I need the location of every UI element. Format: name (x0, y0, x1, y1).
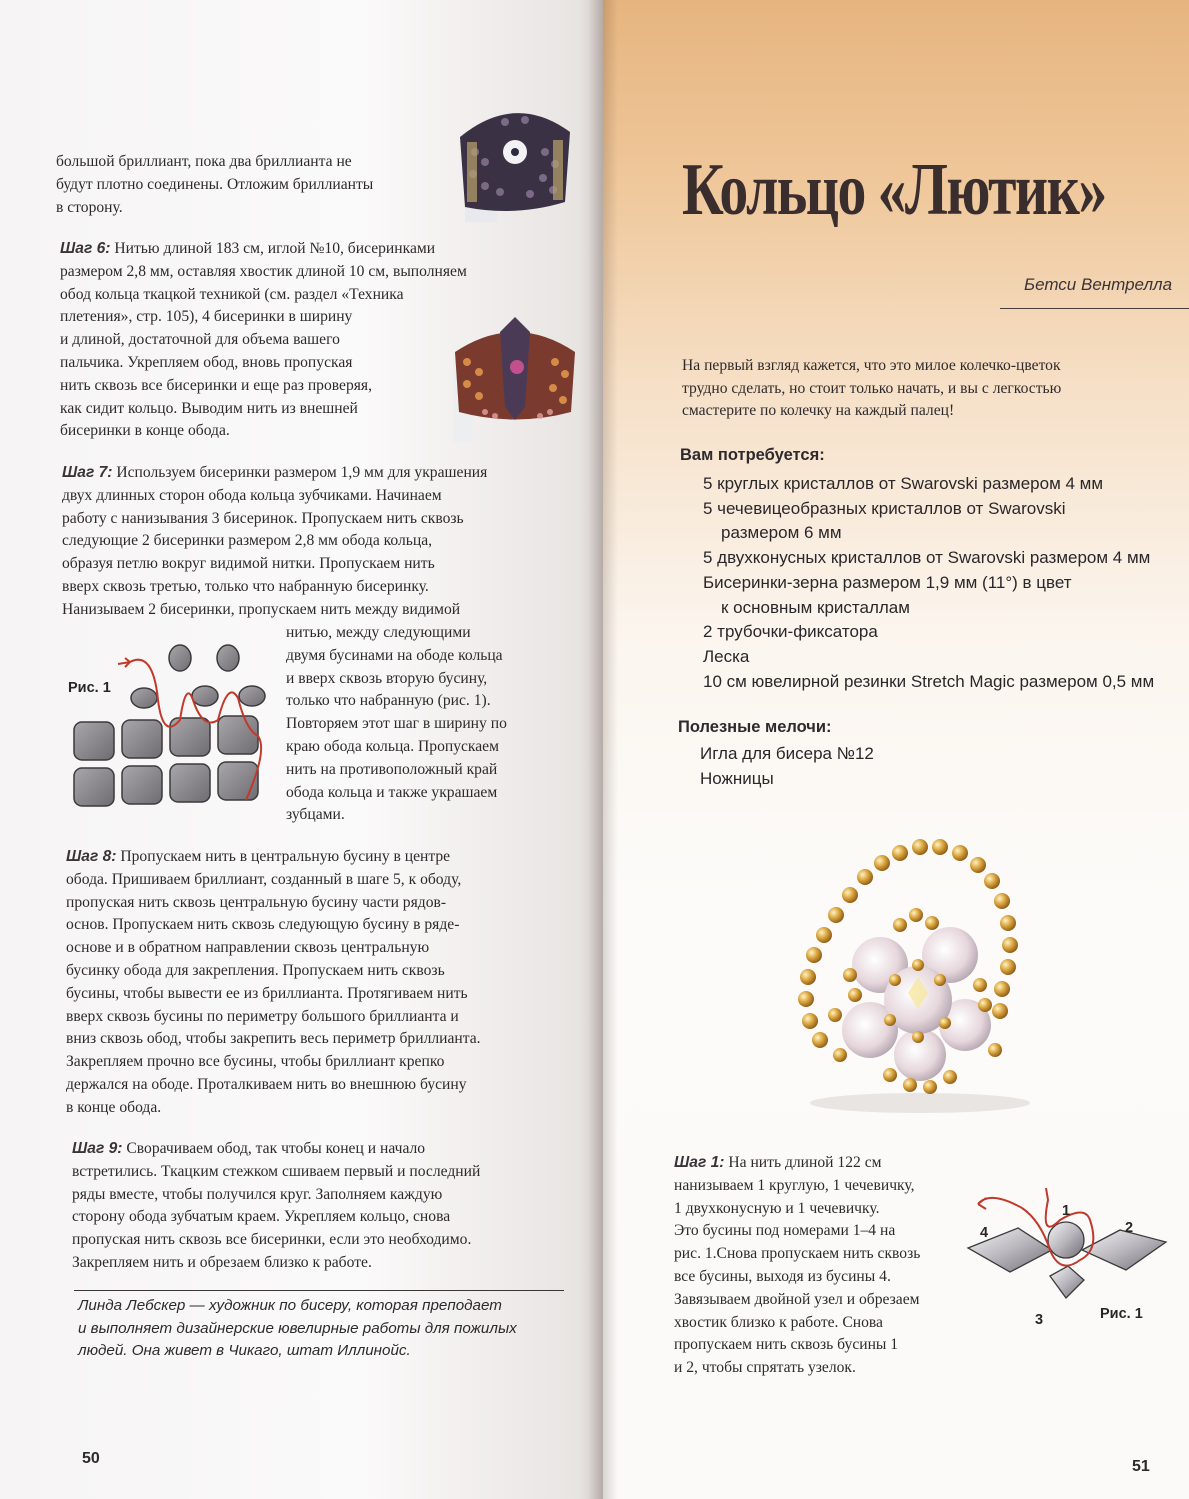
intro-paragraph-right (682, 355, 1132, 423)
text-line: основе и в обратном направлении сквозь центральную (66, 939, 430, 957)
text-line: зубцами. (286, 806, 345, 824)
text-line: вверх сквозь третью, только что набранную бисеринку. (62, 577, 429, 595)
text-line: основ. Пропускаем нить сквозь следующую бусину в ряде- (66, 916, 460, 934)
text-line: Нанизываем 2 бисеринки, пропускаем нить между видимой (62, 600, 461, 618)
list-item: Ножницы (700, 768, 774, 788)
text-line: На первый взгляд кажется, что это милое колечко-цветок (682, 357, 1061, 374)
text-line: Закрепляем прочно все бусины, чтобы бриллиант крепко (66, 1053, 445, 1071)
list-item: 2 трубочки-фиксатора (703, 622, 878, 642)
text-line: встретились. Ткацким стежком сшиваем первый и последний (72, 1162, 481, 1180)
text-line: пропускаем нить сквозь бусины 1 (674, 1336, 899, 1354)
page-title: Кольцо «Лютик» (682, 149, 1106, 231)
text-line: бисеринки в конце обода. (60, 422, 230, 440)
text-line: в сторону. (56, 198, 123, 216)
text-line: пропуская нить сквозь все бисеринки, если это необходимо. (72, 1231, 472, 1249)
text-line: Повторяем этот шаг в ширину по (286, 715, 507, 733)
text-line: нить на противоположный край (286, 760, 498, 778)
text-line (674, 1152, 974, 1175)
bio-divider (74, 1290, 564, 1291)
text-line: большой бриллиант, пока два бриллианта не (56, 153, 352, 170)
text-line: ряды вместе, чтобы получился круг. Заполняем каждую (72, 1185, 443, 1203)
text-line (66, 846, 566, 869)
figure-1-label-left: Рис. 1 (68, 680, 111, 696)
list-item: размером 6 мм (721, 523, 842, 543)
text-line: краю обода кольца. Пропускаем (286, 737, 499, 755)
text-line: людей. Она живет в Чикаго, штат Иллинойс. (78, 1342, 411, 1360)
text-line: сторону обода зубчатым краем. Укрепляем кольцо, снова (72, 1208, 451, 1226)
step-7-paragraph (62, 462, 562, 622)
text-line: образуя петлю вокруг видимой нитки. Пропускаем нить (62, 555, 435, 573)
text-line: размером 2,8 мм, оставляя хвостик длиной 10 см, выполняем (60, 262, 467, 280)
text-line: как сидит кольцо. Выводим нить из внешней (60, 399, 358, 417)
tools-list (700, 742, 1000, 791)
list-item: Леска (703, 646, 750, 666)
text-line: 1 двухконусную и 1 чечевичку. (674, 1199, 880, 1217)
text-line: будут плотно соединены. Отложим бриллианты (56, 175, 374, 193)
list-item: 5 круглых кристаллов от Swarovski размером 4 мм (703, 474, 1104, 493)
list-item: к основным кристаллам (721, 597, 910, 617)
text-line: смастерите по колечку на каждый палец! (682, 402, 955, 419)
figure-1-num-1: 1 (1062, 1203, 1071, 1219)
text-line: пальчика. Укрепляем обод, вновь пропуская (60, 353, 353, 371)
list-item: 10 см ювелирной резинки Stretch Magic размером 0,5 мм (703, 671, 1155, 691)
step-9-paragraph (72, 1138, 572, 1275)
text-line: следующие 2 бисеринки размером 2,8 мм обода кольца, (62, 532, 433, 550)
text-span: На нить длиной 122 см (724, 1154, 882, 1171)
text-line: бусинку обода для закрепления. Пропускаем нить сквозь (66, 961, 445, 979)
text-span: Нитью длиной 183 см, иглой №10, бисеринками (110, 240, 436, 257)
text-line (62, 462, 562, 485)
text-line: обода. Пришиваем бриллиант, созданный в шаге 5, к ободу, (66, 870, 462, 888)
step-6-paragraph (60, 238, 540, 443)
buttercup-ring-photo (780, 825, 1050, 1115)
intro-paragraph (56, 151, 436, 219)
list-item: 5 двухконусных кристаллов от Swarovski размером 4 мм (703, 548, 1151, 568)
step-9-label: Шаг 9: (72, 1140, 123, 1157)
text-line: пропуская нить сквозь центральную бусину части рядов- (66, 893, 447, 911)
text-line: Закрепляем нить и обрезаем близко к работе. (72, 1253, 372, 1271)
text-line: двумя бусинами на ободе кольца (286, 646, 503, 664)
text-line: плетения», стр. 105), 4 бисеринки в ширину (60, 308, 353, 326)
beaded-ring-photo-dark (445, 92, 585, 222)
text-line: обода кольца и также украшаем (286, 783, 498, 801)
text-span: Используем бисеринки размером 1,9 мм для украшения (112, 464, 488, 481)
text-line: работу с нанизывания 3 бисеринок. Пропускаем нить сквозь (62, 509, 464, 527)
text-line: Завязываем двойной узел и обрезаем (674, 1290, 920, 1308)
figure-1-label-right: Рис. 1 (1100, 1306, 1143, 1322)
text-span: Пропускаем нить в центральную бусину в центре (116, 848, 451, 865)
step-1-label: Шаг 1: (674, 1154, 725, 1171)
text-line: Это бусины под номерами 1–4 на (674, 1222, 896, 1240)
text-line: двух длинных сторон обода кольца зубчиками. Начинаем (62, 486, 442, 504)
author-bio (78, 1295, 568, 1363)
materials-list (703, 472, 1183, 694)
text-line (72, 1138, 572, 1161)
text-line: держался на ободе. Проталкиваем нить во внешнюю бусину (66, 1075, 467, 1093)
text-line: Линда Лебскер — художник по бисеру, которая преподает (78, 1297, 502, 1314)
text-line: рис. 1.Снова пропускаем нить сквозь (674, 1245, 921, 1263)
step-1-paragraph (674, 1152, 974, 1380)
text-line: все бусины, выходя из бусины 4. (674, 1267, 891, 1285)
text-line: в конце обода. (66, 1098, 162, 1116)
page-number-right: 51 (1132, 1458, 1150, 1475)
text-line: бусины, чтобы вывести ее из бриллианта. Протягиваем нить (66, 984, 468, 1002)
figure-1-num-3: 3 (1035, 1312, 1044, 1328)
step-8-label: Шаг 8: (66, 848, 117, 865)
bead-weave-diagram (68, 640, 278, 815)
text-line: и длиной, достаточной для объема вашего (60, 331, 340, 349)
text-line (60, 238, 540, 261)
text-line: и 2, чтобы спрятать узелок. (674, 1359, 856, 1377)
step-7-label: Шаг 7: (62, 464, 113, 481)
text-line: нанизываем 1 круглую, 1 чечевичку, (674, 1176, 915, 1194)
text-line: только что набранную (рис. 1). (286, 692, 491, 710)
text-line: вверх сквозь бусины по периметру большого бриллианта и (66, 1007, 459, 1025)
text-line: нить сквозь все бисеринки и еще раз проверяя, (60, 376, 372, 394)
text-line: обод кольца ткацкой техникой (см. раздел «Техника (60, 285, 404, 303)
list-item: 5 чечевицеобразных кристаллов от Swarovski (703, 498, 1066, 518)
book-spine (588, 0, 618, 1499)
author-name: Бетси Вентрелла (1024, 275, 1173, 294)
text-line: нитью, между следующими (286, 624, 471, 641)
list-item: Игла для бисера №12 (700, 744, 874, 763)
figure-1-num-2: 2 (1125, 1220, 1134, 1236)
figure-1-num-4: 4 (980, 1225, 989, 1241)
text-line: трудно сделать, но стоит только начать, и вы с легкостью (682, 379, 1062, 397)
materials-heading: Вам потребуется: (680, 446, 825, 464)
text-line: хвостик близко к работе. Снова (674, 1313, 883, 1331)
text-span: Сворачиваем обод, так чтобы конец и начало (122, 1140, 426, 1157)
tools-heading: Полезные мелочи: (678, 718, 832, 736)
text-line: и вверх сквозь вторую бусину, (286, 669, 488, 687)
page-number-left: 50 (82, 1450, 100, 1467)
step-7-continued (286, 622, 556, 827)
text-line: и выполняет дизайнерские ювелирные работы для пожилых (78, 1319, 517, 1337)
step-8-paragraph (66, 846, 566, 1120)
list-item: Бисеринки-зерна размером 1,9 мм (11°) в цвет (703, 572, 1072, 592)
author-divider (1000, 308, 1189, 309)
step-6-label: Шаг 6: (60, 240, 111, 257)
text-line: вниз сквозь обод, чтобы закрепить весь периметр бриллианта. (66, 1030, 481, 1048)
